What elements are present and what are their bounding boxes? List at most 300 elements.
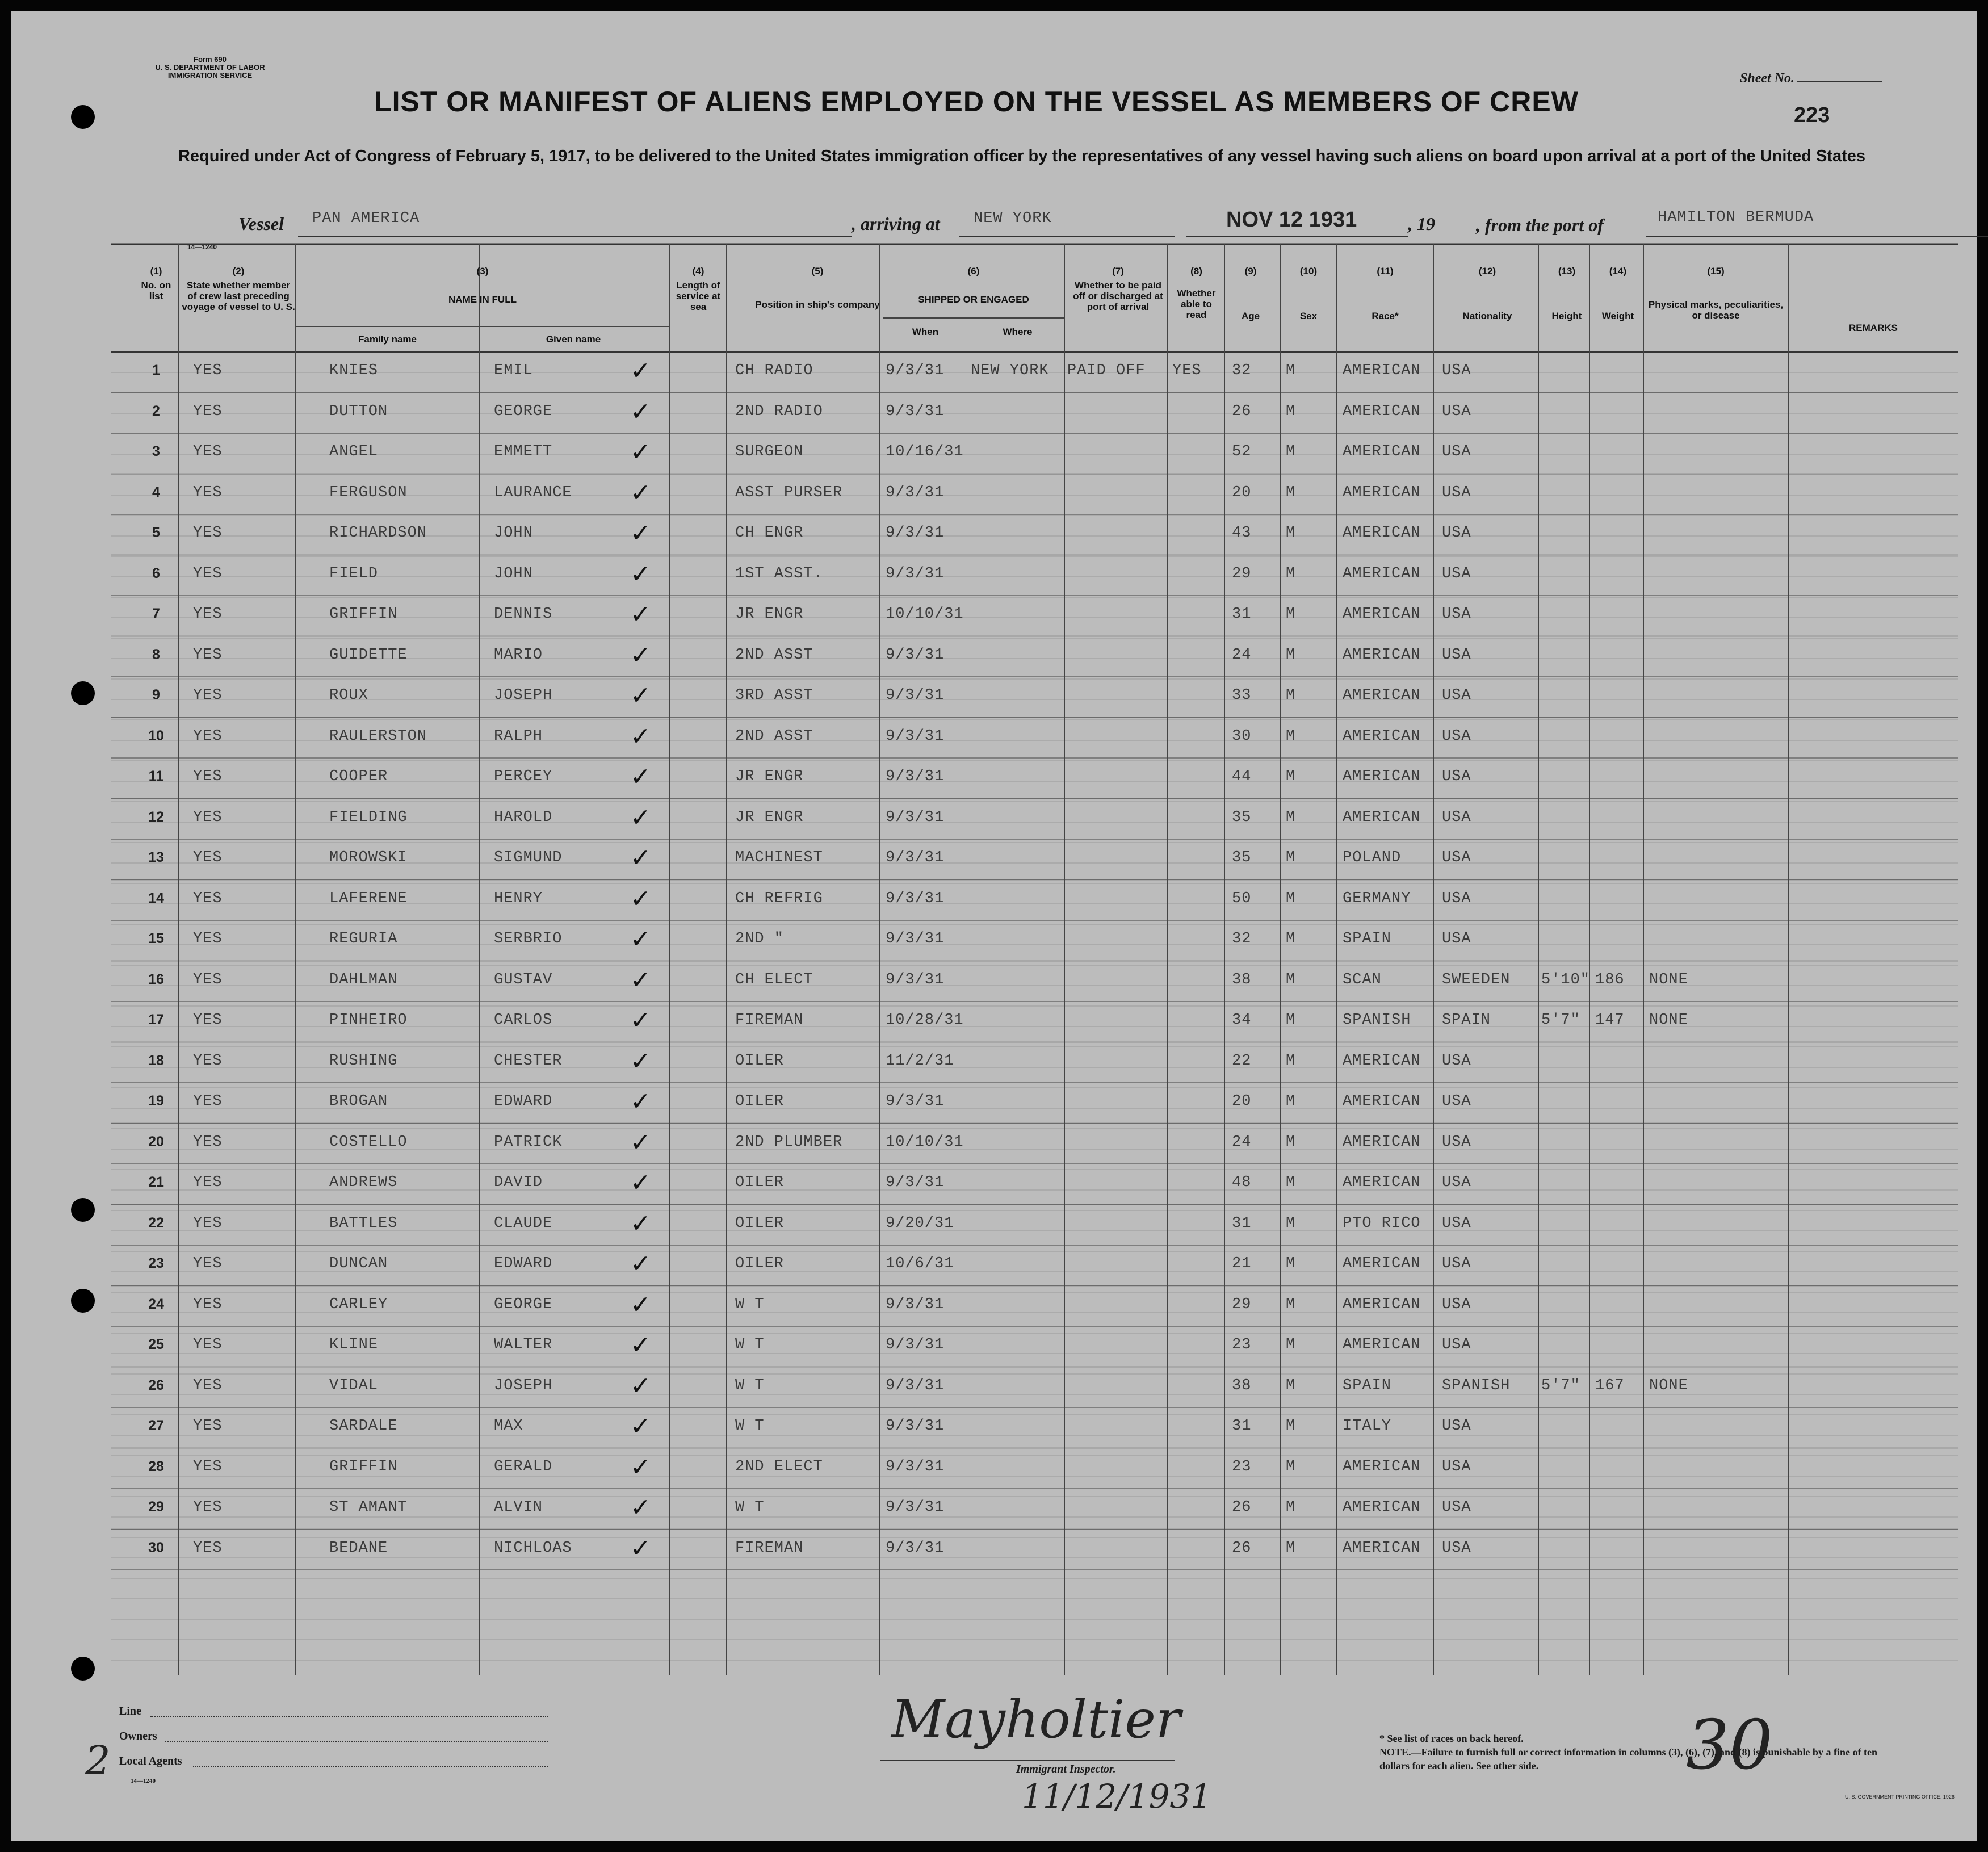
cell-race: AMERICAN xyxy=(1343,1133,1421,1151)
cell-age: 52 xyxy=(1232,443,1252,460)
cell-race: AMERICAN xyxy=(1343,687,1421,704)
cell-no: 25 xyxy=(148,1336,164,1352)
cell-age: 26 xyxy=(1232,403,1252,420)
cell-position: ASST PURSER xyxy=(735,484,843,501)
cell-given: JOHN xyxy=(494,565,533,583)
check-mark-icon: ✓ xyxy=(630,1331,651,1359)
check-mark-icon: ✓ xyxy=(630,1290,651,1319)
cell-prev: YES xyxy=(193,362,223,379)
cell-position: CH ELECT xyxy=(735,971,813,988)
manifest-sheet xyxy=(11,11,1977,1841)
cell-age: 33 xyxy=(1232,687,1252,704)
races-note: * See list of races on back hereof. xyxy=(1379,1733,1524,1744)
cell-position: OILER xyxy=(735,1093,785,1110)
cell-position: W T xyxy=(735,1418,765,1435)
cell-family: FIELD xyxy=(329,565,379,583)
cell-prev: YES xyxy=(193,687,223,704)
line-label: Line xyxy=(119,1705,141,1717)
cell-age: 29 xyxy=(1232,565,1252,583)
service: IMMIGRATION SERVICE xyxy=(167,71,253,79)
cell-prev: YES xyxy=(193,727,223,745)
cell-age: 24 xyxy=(1232,1133,1252,1151)
cell-nat: SPANISH xyxy=(1442,1377,1511,1394)
cell-race: AMERICAN xyxy=(1343,1296,1421,1313)
table-row xyxy=(11,920,1977,961)
cell-position: FIREMAN xyxy=(735,1012,804,1029)
cell-family: GRIFFIN xyxy=(329,1458,398,1476)
cell-nat: USA xyxy=(1442,606,1471,623)
cell-race: AMERICAN xyxy=(1343,606,1421,623)
cell-family: PINHEIRO xyxy=(329,1012,408,1029)
cell-family: ROUX xyxy=(329,687,368,704)
cell-when: 9/3/31 xyxy=(886,484,945,501)
cell-race: SCAN xyxy=(1343,971,1382,988)
cell-no: 12 xyxy=(148,808,164,825)
cell-prev: YES xyxy=(193,808,223,826)
cell-when: 9/3/31 xyxy=(886,362,945,379)
cell-prev: YES xyxy=(193,1377,223,1394)
cell-when: 9/3/31 xyxy=(886,1336,945,1354)
cell-no: 29 xyxy=(148,1499,164,1515)
check-mark-icon: ✓ xyxy=(630,1494,651,1522)
table-row xyxy=(11,433,1977,474)
cell-race: AMERICAN xyxy=(1343,1458,1421,1476)
cell-sex: M xyxy=(1286,484,1296,501)
cell-when: 9/20/31 xyxy=(886,1214,954,1232)
cell-nat: USA xyxy=(1442,890,1471,907)
cell-nat: USA xyxy=(1442,1539,1471,1557)
cell-race: AMERICAN xyxy=(1343,403,1421,420)
cell-prev: YES xyxy=(193,1296,223,1313)
cell-position: 2ND " xyxy=(735,931,785,948)
check-mark-icon: ✓ xyxy=(630,1088,651,1116)
cell-sex: M xyxy=(1286,687,1296,704)
cell-family: GRIFFIN xyxy=(329,606,398,623)
col7-header: (7) Whether to be paid off or discharged at port of arrival xyxy=(1073,266,1163,312)
cell-position: 2ND ELECT xyxy=(735,1458,823,1476)
cell-nat: USA xyxy=(1442,687,1471,704)
cell-given: PATRICK xyxy=(494,1133,563,1151)
cell-nat: USA xyxy=(1442,1336,1471,1354)
check-mark-icon: ✓ xyxy=(630,397,651,426)
cell-position: JR ENGR xyxy=(735,606,804,623)
cell-nat: USA xyxy=(1442,1255,1471,1272)
check-mark-icon: ✓ xyxy=(630,1250,651,1278)
department: U. S. DEPARTMENT OF LABOR xyxy=(155,63,265,72)
cell-given: SERBRIO xyxy=(494,931,563,948)
cell-when: 9/3/31 xyxy=(886,525,945,542)
cell-family: SARDALE xyxy=(329,1418,398,1435)
table-row xyxy=(11,1530,1977,1570)
cell-nat: USA xyxy=(1442,849,1471,866)
cell-sex: M xyxy=(1286,808,1296,826)
check-mark-icon: ✓ xyxy=(630,560,651,588)
col15-header: (15) Physical marks, peculiarities, or disease xyxy=(1648,266,1784,321)
cell-position: OILER xyxy=(735,1255,785,1272)
check-mark-icon: ✓ xyxy=(630,1534,651,1562)
cell-prev: YES xyxy=(193,931,223,948)
family-name-header: Family name xyxy=(358,334,417,345)
cell-weight: 167 xyxy=(1595,1377,1625,1394)
cell-sex: M xyxy=(1286,1052,1296,1070)
cell-no: 18 xyxy=(148,1052,164,1069)
cell-position: OILER xyxy=(735,1214,785,1232)
cell-nat: USA xyxy=(1442,1296,1471,1313)
table-row xyxy=(11,474,1977,515)
cell-nat: USA xyxy=(1442,1052,1471,1070)
check-mark-icon: ✓ xyxy=(630,519,651,547)
given-name-header: Given name xyxy=(546,334,601,345)
table-row xyxy=(11,514,1977,555)
table-row xyxy=(11,352,1977,393)
arriving-label: , arriving at xyxy=(852,213,940,234)
cell-when: 9/3/31 xyxy=(886,890,945,907)
cell-family: ST AMANT xyxy=(329,1499,408,1516)
cell-race: AMERICAN xyxy=(1343,1499,1421,1516)
cell-position: 2ND RADIO xyxy=(735,403,823,420)
check-mark-icon: ✓ xyxy=(630,722,651,751)
cell-age: 26 xyxy=(1232,1499,1252,1516)
cell-position: JR ENGR xyxy=(735,768,804,785)
cell-given: EDWARD xyxy=(494,1093,553,1110)
check-mark-icon: ✓ xyxy=(630,479,651,507)
col12-header: (12) Nationality xyxy=(1462,266,1512,321)
cell-nat: SPAIN xyxy=(1442,1012,1491,1029)
cell-age: 50 xyxy=(1232,890,1252,907)
table-row xyxy=(11,555,1977,596)
cell-sex: M xyxy=(1286,1174,1296,1191)
cell-nat: SWEEDEN xyxy=(1442,971,1511,988)
cell-age: 34 xyxy=(1232,1012,1252,1029)
cell-prev: YES xyxy=(193,484,223,501)
cell-age: 20 xyxy=(1232,1093,1252,1110)
cell-race: AMERICAN xyxy=(1343,646,1421,664)
cell-nat: USA xyxy=(1442,1093,1471,1110)
cell-position: 3RD ASST xyxy=(735,687,813,704)
col6-header: (6) xyxy=(967,266,980,276)
cell-no: 24 xyxy=(148,1296,164,1312)
cell-race: AMERICAN xyxy=(1343,1336,1421,1354)
handwritten-total: 30 xyxy=(1686,1706,1773,1785)
col13-header: (13) Height xyxy=(1551,266,1582,321)
check-mark-icon: ✓ xyxy=(630,1453,651,1481)
cell-given: RALPH xyxy=(494,727,543,745)
cell-sex: M xyxy=(1286,1539,1296,1557)
cell-prev: YES xyxy=(193,443,223,460)
cell-no: 4 xyxy=(152,484,160,500)
cell-family: MOROWSKI xyxy=(329,849,408,866)
sheet-number: 223 xyxy=(1794,103,1830,127)
cell-prev: YES xyxy=(193,1458,223,1476)
cell-prev: YES xyxy=(193,1174,223,1191)
col10-header: (10) Sex xyxy=(1299,266,1318,321)
cell-family: REGURIA xyxy=(329,931,398,948)
cell-sex: M xyxy=(1286,1133,1296,1151)
table-row xyxy=(11,839,1977,880)
cell-no: 9 xyxy=(152,687,160,703)
cell-position: W T xyxy=(735,1296,765,1313)
cell-weight: 186 xyxy=(1595,971,1625,988)
cell-no: 16 xyxy=(148,971,164,987)
cell-given: SIGMUND xyxy=(494,849,563,866)
cell-age: 26 xyxy=(1232,1539,1252,1557)
cell-nat: USA xyxy=(1442,1458,1471,1476)
cell-given: CLAUDE xyxy=(494,1214,553,1232)
col5-header: (5) Position in ship's company xyxy=(755,266,880,310)
cell-age: 31 xyxy=(1232,606,1252,623)
cell-family: ANDREWS xyxy=(329,1174,398,1191)
cell-when: 9/3/31 xyxy=(886,1499,945,1516)
vessel-name: PAN AMERICA xyxy=(312,210,420,227)
cell-marks: NONE xyxy=(1649,971,1688,988)
owners-label: Owners xyxy=(119,1730,157,1742)
cell-family: KLINE xyxy=(329,1336,379,1354)
cell-race: AMERICAN xyxy=(1343,1255,1421,1272)
cell-when: 9/3/31 xyxy=(886,768,945,785)
check-mark-icon: ✓ xyxy=(630,1128,651,1157)
margin-mark: 2 xyxy=(85,1737,111,1784)
penalty-note: NOTE.—Failure to furnish full or correct information in columns (3), (6), (7), and (8) is punishable by a fine of ten dollars for each alien. See other side. xyxy=(1379,1746,1878,1771)
cell-family: DUNCAN xyxy=(329,1255,388,1272)
cell-given: CARLOS xyxy=(494,1012,553,1029)
cell-sex: M xyxy=(1286,768,1296,785)
table-row xyxy=(11,1448,1977,1489)
cell-sex: M xyxy=(1286,1377,1296,1394)
cell-when: 9/3/31 xyxy=(886,1418,945,1435)
cell-position: 1ST ASST. xyxy=(735,565,823,583)
check-mark-icon: ✓ xyxy=(630,438,651,466)
cell-where: NEW YORK xyxy=(971,362,1049,379)
check-mark-icon: ✓ xyxy=(630,803,651,832)
table-row xyxy=(11,677,1977,718)
cell-sex: M xyxy=(1286,1214,1296,1232)
cell-marks: NONE xyxy=(1649,1012,1688,1029)
where-header: Where xyxy=(1003,326,1033,337)
table-row xyxy=(11,1083,1977,1124)
check-mark-icon: ✓ xyxy=(630,1047,651,1075)
check-mark-icon: ✓ xyxy=(630,682,651,710)
table-row xyxy=(11,758,1977,799)
cell-no: 10 xyxy=(148,727,164,744)
cell-age: 38 xyxy=(1232,1377,1252,1394)
cell-race: GERMANY xyxy=(1343,890,1411,907)
table-row xyxy=(11,1164,1977,1205)
inspector-label: Immigrant Inspector. xyxy=(1016,1763,1116,1775)
cell-prev: YES xyxy=(193,1336,223,1354)
cell-race: AMERICAN xyxy=(1343,808,1421,826)
footer-left xyxy=(108,1700,562,1784)
col14-header: (14) Weight xyxy=(1601,266,1634,321)
cell-age: 35 xyxy=(1232,849,1252,866)
table-row xyxy=(11,1367,1977,1408)
cell-prev: YES xyxy=(193,525,223,542)
cell-nat: USA xyxy=(1442,1174,1471,1191)
cell-no: 3 xyxy=(152,443,160,459)
printer-line: U. S. GOVERNMENT PRINTING OFFICE: 1926 xyxy=(1845,1794,1955,1800)
cell-prev: YES xyxy=(193,849,223,866)
cell-given: JOSEPH xyxy=(494,687,553,704)
cell-given: JOSEPH xyxy=(494,1377,553,1394)
cell-family: DAHLMAN xyxy=(329,971,398,988)
cell-given: ALVIN xyxy=(494,1499,543,1516)
vessel-label: Vessel xyxy=(238,213,284,234)
cell-sex: M xyxy=(1286,1499,1296,1516)
cell-position: 2ND PLUMBER xyxy=(735,1133,843,1151)
cell-race: AMERICAN xyxy=(1343,768,1421,785)
from-port: HAMILTON BERMUDA xyxy=(1658,209,1814,226)
cell-given: HAROLD xyxy=(494,808,553,826)
table-row xyxy=(11,1326,1977,1367)
cell-given: GERALD xyxy=(494,1458,553,1476)
cell-race: ITALY xyxy=(1343,1418,1392,1435)
cell-given: CHESTER xyxy=(494,1052,563,1070)
cell-prev: YES xyxy=(193,1093,223,1110)
cell-nat: USA xyxy=(1442,1133,1471,1151)
cell-age: 38 xyxy=(1232,971,1252,988)
cell-nat: USA xyxy=(1442,362,1471,379)
cell-no: 26 xyxy=(148,1377,164,1393)
col4-header: (4) Length of service at sea xyxy=(676,266,721,312)
cell-family: DUTTON xyxy=(329,403,388,420)
cell-when: 9/3/31 xyxy=(886,687,945,704)
cell-prev: YES xyxy=(193,1418,223,1435)
cell-family: FIELDING xyxy=(329,808,408,826)
cell-race: SPAIN xyxy=(1343,1377,1392,1394)
check-mark-icon: ✓ xyxy=(630,1169,651,1197)
cell-no: 13 xyxy=(148,849,164,865)
cell-weight: 147 xyxy=(1595,1012,1625,1029)
cell-when: 9/3/31 xyxy=(886,1458,945,1476)
cell-given: LAURANCE xyxy=(494,484,572,501)
cell-height: 5'10" xyxy=(1541,971,1591,988)
cell-prev: YES xyxy=(193,971,223,988)
cell-sex: M xyxy=(1286,646,1296,664)
cell-when: 10/10/31 xyxy=(886,606,964,623)
cell-when: 9/3/31 xyxy=(886,646,945,664)
cell-position: MACHINEST xyxy=(735,849,823,866)
cell-race: SPANISH xyxy=(1343,1012,1411,1029)
cell-given: MARIO xyxy=(494,646,543,664)
cell-nat: USA xyxy=(1442,1499,1471,1516)
cell-prev: YES xyxy=(193,1499,223,1516)
cell-no: 1 xyxy=(152,362,160,378)
cell-when: 9/3/31 xyxy=(886,727,945,745)
cell-sex: M xyxy=(1286,1296,1296,1313)
cell-age: 23 xyxy=(1232,1458,1252,1476)
table-row xyxy=(11,393,1977,434)
remarks-header: REMARKS xyxy=(1849,322,1898,333)
table-row xyxy=(11,1286,1977,1327)
cell-age: 20 xyxy=(1232,484,1252,501)
cell-age: 21 xyxy=(1232,1255,1252,1272)
cell-age: 23 xyxy=(1232,1336,1252,1354)
table-row xyxy=(11,1205,1977,1246)
cell-position: W T xyxy=(735,1377,765,1394)
cell-no: 23 xyxy=(148,1255,164,1271)
table-row xyxy=(11,636,1977,677)
table-row xyxy=(11,718,1977,759)
cell-race: AMERICAN xyxy=(1343,1093,1421,1110)
cell-sex: M xyxy=(1286,971,1296,988)
cell-given: GEORGE xyxy=(494,403,553,420)
cell-nat: USA xyxy=(1442,1214,1471,1232)
cell-prev: YES xyxy=(193,565,223,583)
cell-paid: PAID OFF xyxy=(1067,362,1146,379)
page-subtitle: Required under Act of Congress of February 5, 1917, to be delivered to the United States immigration officer by the representatives of any vessel having such aliens on board upon arrival at a port of the United States xyxy=(178,147,1866,165)
cell-sex: M xyxy=(1286,1255,1296,1272)
cell-nat: USA xyxy=(1442,727,1471,745)
cell-when: 9/3/31 xyxy=(886,1296,945,1313)
cell-height: 5'7" xyxy=(1541,1012,1580,1029)
cell-given: HENRY xyxy=(494,890,543,907)
col6-label: SHIPPED OR ENGAGED xyxy=(918,294,1029,305)
cell-prev: YES xyxy=(193,1012,223,1029)
cell-age: 32 xyxy=(1232,931,1252,948)
check-mark-icon: ✓ xyxy=(630,966,651,994)
cell-position: OILER xyxy=(735,1052,785,1070)
cell-no: 11 xyxy=(148,768,164,784)
cell-race: AMERICAN xyxy=(1343,1174,1421,1191)
cell-sex: M xyxy=(1286,443,1296,460)
year-label: , 19 xyxy=(1408,213,1435,234)
cell-sex: M xyxy=(1286,849,1296,866)
cell-family: BEDANE xyxy=(329,1539,388,1557)
agents-label: Local Agents xyxy=(119,1755,182,1767)
cell-family: ANGEL xyxy=(329,443,379,460)
signature-date: 11/12/1931 xyxy=(1022,1777,1212,1816)
cell-height: 5'7" xyxy=(1541,1377,1580,1394)
cell-when: 9/3/31 xyxy=(886,1539,945,1557)
table-row xyxy=(11,1042,1977,1083)
cell-family: BATTLES xyxy=(329,1214,398,1232)
cell-no: 17 xyxy=(148,1012,164,1028)
cell-when: 10/28/31 xyxy=(886,1012,964,1029)
cell-sex: M xyxy=(1286,931,1296,948)
cell-position: W T xyxy=(735,1499,765,1516)
cell-when: 10/6/31 xyxy=(886,1255,954,1272)
cell-given: EMIL xyxy=(494,362,533,379)
cell-no: 15 xyxy=(148,931,164,946)
cell-family: RICHARDSON xyxy=(329,525,427,542)
cell-age: 43 xyxy=(1232,525,1252,542)
cell-when: 9/3/31 xyxy=(886,403,945,420)
cell-when: 11/2/31 xyxy=(886,1052,954,1070)
cell-given: WALTER xyxy=(494,1336,553,1354)
table-row xyxy=(11,880,1977,921)
cell-sex: M xyxy=(1286,1093,1296,1110)
check-mark-icon: ✓ xyxy=(630,925,651,953)
cell-age: 48 xyxy=(1232,1174,1252,1191)
check-mark-icon: ✓ xyxy=(630,1209,651,1238)
cell-given: MAX xyxy=(494,1418,523,1435)
cell-when: 9/3/31 xyxy=(886,971,945,988)
when-header: When xyxy=(912,326,939,337)
cell-nat: USA xyxy=(1442,565,1471,583)
cell-given: NICHLOAS xyxy=(494,1539,572,1557)
cell-prev: YES xyxy=(193,1539,223,1557)
check-mark-icon: ✓ xyxy=(630,641,651,669)
cell-when: 9/3/31 xyxy=(886,808,945,826)
check-mark-icon: ✓ xyxy=(630,1007,651,1034)
cell-race: POLAND xyxy=(1343,849,1402,866)
cell-read: YES xyxy=(1172,362,1202,379)
cell-sex: M xyxy=(1286,1336,1296,1354)
cell-race: AMERICAN xyxy=(1343,443,1421,460)
cell-marks: NONE xyxy=(1649,1377,1688,1394)
from-label: , from the port of xyxy=(1476,215,1604,235)
cell-prev: YES xyxy=(193,403,223,420)
cell-position: CH REFRIG xyxy=(735,890,823,907)
